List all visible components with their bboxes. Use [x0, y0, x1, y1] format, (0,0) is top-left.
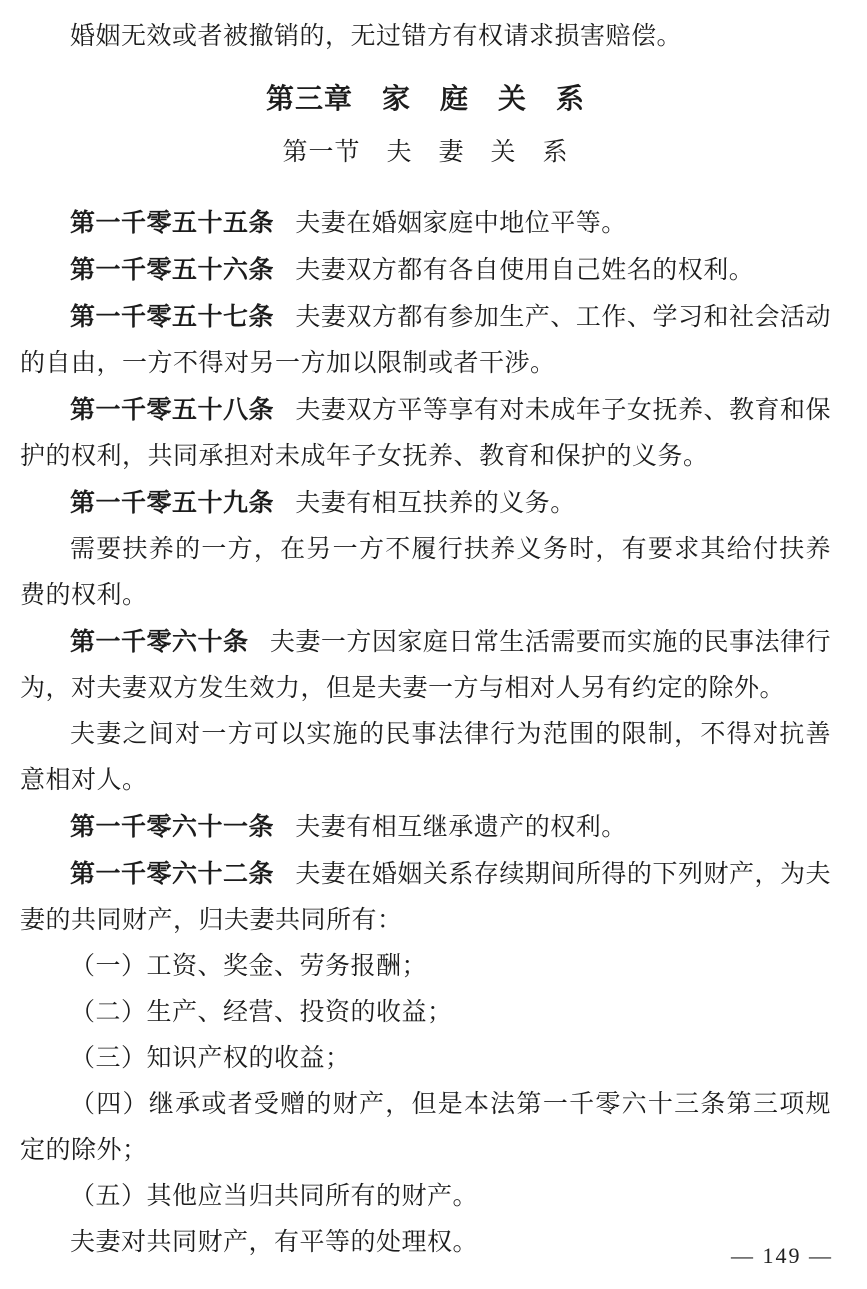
article-text: 夫妻有相互继承遗产的权利。 — [295, 814, 627, 841]
article-1059 — [20, 480, 831, 527]
article-text: 夫妻在婚姻关系存续期间所得的下列财产，为夫妻的共同财产，归夫妻共同所有： — [20, 861, 831, 934]
article-number: 第一千零五十六条 — [70, 256, 275, 284]
article-number: 第一千零五十九条 — [70, 489, 275, 517]
article-text: 夫妻之间对一方可以实施的民事法律行为范围的限制，不得对抗善意相对人。 — [20, 721, 831, 794]
article-number: 第一千零六十一条 — [70, 813, 275, 841]
article-1062 — [20, 851, 831, 944]
article-1059-para-2 — [20, 527, 831, 619]
article-1061 — [20, 804, 831, 851]
list-item-4 — [20, 1082, 831, 1174]
article-text: 需要扶养的一方，在另一方不履行扶养义务时，有要求其给付扶养费的权利。 — [20, 536, 831, 609]
article-text: （二）生产、经营、投资的收益； — [70, 999, 453, 1026]
article-text: （三）知识产权的收益； — [70, 1045, 351, 1072]
article-text: 夫妻双方平等享有对未成年子女抚养、教育和保护的权利，共同承担对未成年子女抚养、教育和保护的义务。 — [20, 397, 831, 470]
article-text: 夫妻对共同财产，有平等的处理权。 — [70, 1229, 479, 1256]
intro-paragraph: 婚姻无效或者被撤销的，无过错方有权请求损害赔偿。 — [70, 23, 683, 50]
article-number: 第一千零六十二条 — [70, 860, 275, 888]
article-1060-para-2 — [20, 712, 831, 804]
article-text: （五）其他应当归共同所有的财产。 — [70, 1183, 479, 1210]
article-number: 第一千零六十条 — [70, 628, 249, 656]
article-1055 — [20, 200, 831, 247]
article-number: 第一千零五十八条 — [70, 396, 275, 424]
list-item-2 — [20, 990, 831, 1036]
article-1062-closing-para — [20, 1220, 831, 1266]
list-item-1 — [20, 944, 831, 990]
article-1056 — [20, 247, 831, 294]
article-text: 夫妻在婚姻家庭中地位平等。 — [295, 210, 627, 237]
list-item-5 — [20, 1174, 831, 1220]
article-text: （一）工资、奖金、劳务报酬； — [70, 953, 428, 980]
article-1057 — [20, 294, 831, 387]
article-text: 夫妻双方都有参加生产、工作、学习和社会活动的自由，一方不得对另一方加以限制或者干涉。 — [20, 304, 831, 377]
section-heading: 第一节 夫 妻 关 系 — [282, 139, 569, 166]
article-text: 夫妻一方因家庭日常生活需要而实施的民事法律行为，对夫妻双方发生效力，但是夫妻一方与相对人另有约定的除外。 — [20, 629, 831, 702]
article-1058 — [20, 387, 831, 480]
list-item-3 — [20, 1036, 831, 1082]
page-number: — 149 — — [731, 1243, 833, 1268]
article-text: （四）继承或者受赠的财产，但是本法第一千零六十三条第三项规定的除外； — [20, 1091, 831, 1164]
article-1060 — [20, 619, 831, 712]
article-text: 夫妻有相互扶养的义务。 — [295, 490, 576, 517]
article-number: 第一千零五十七条 — [70, 303, 275, 331]
chapter-heading: 第三章 家 庭 关 系 — [265, 83, 585, 114]
article-text: 夫妻双方都有各自使用自己姓名的权利。 — [295, 257, 755, 284]
article-number: 第一千零五十五条 — [70, 209, 275, 237]
